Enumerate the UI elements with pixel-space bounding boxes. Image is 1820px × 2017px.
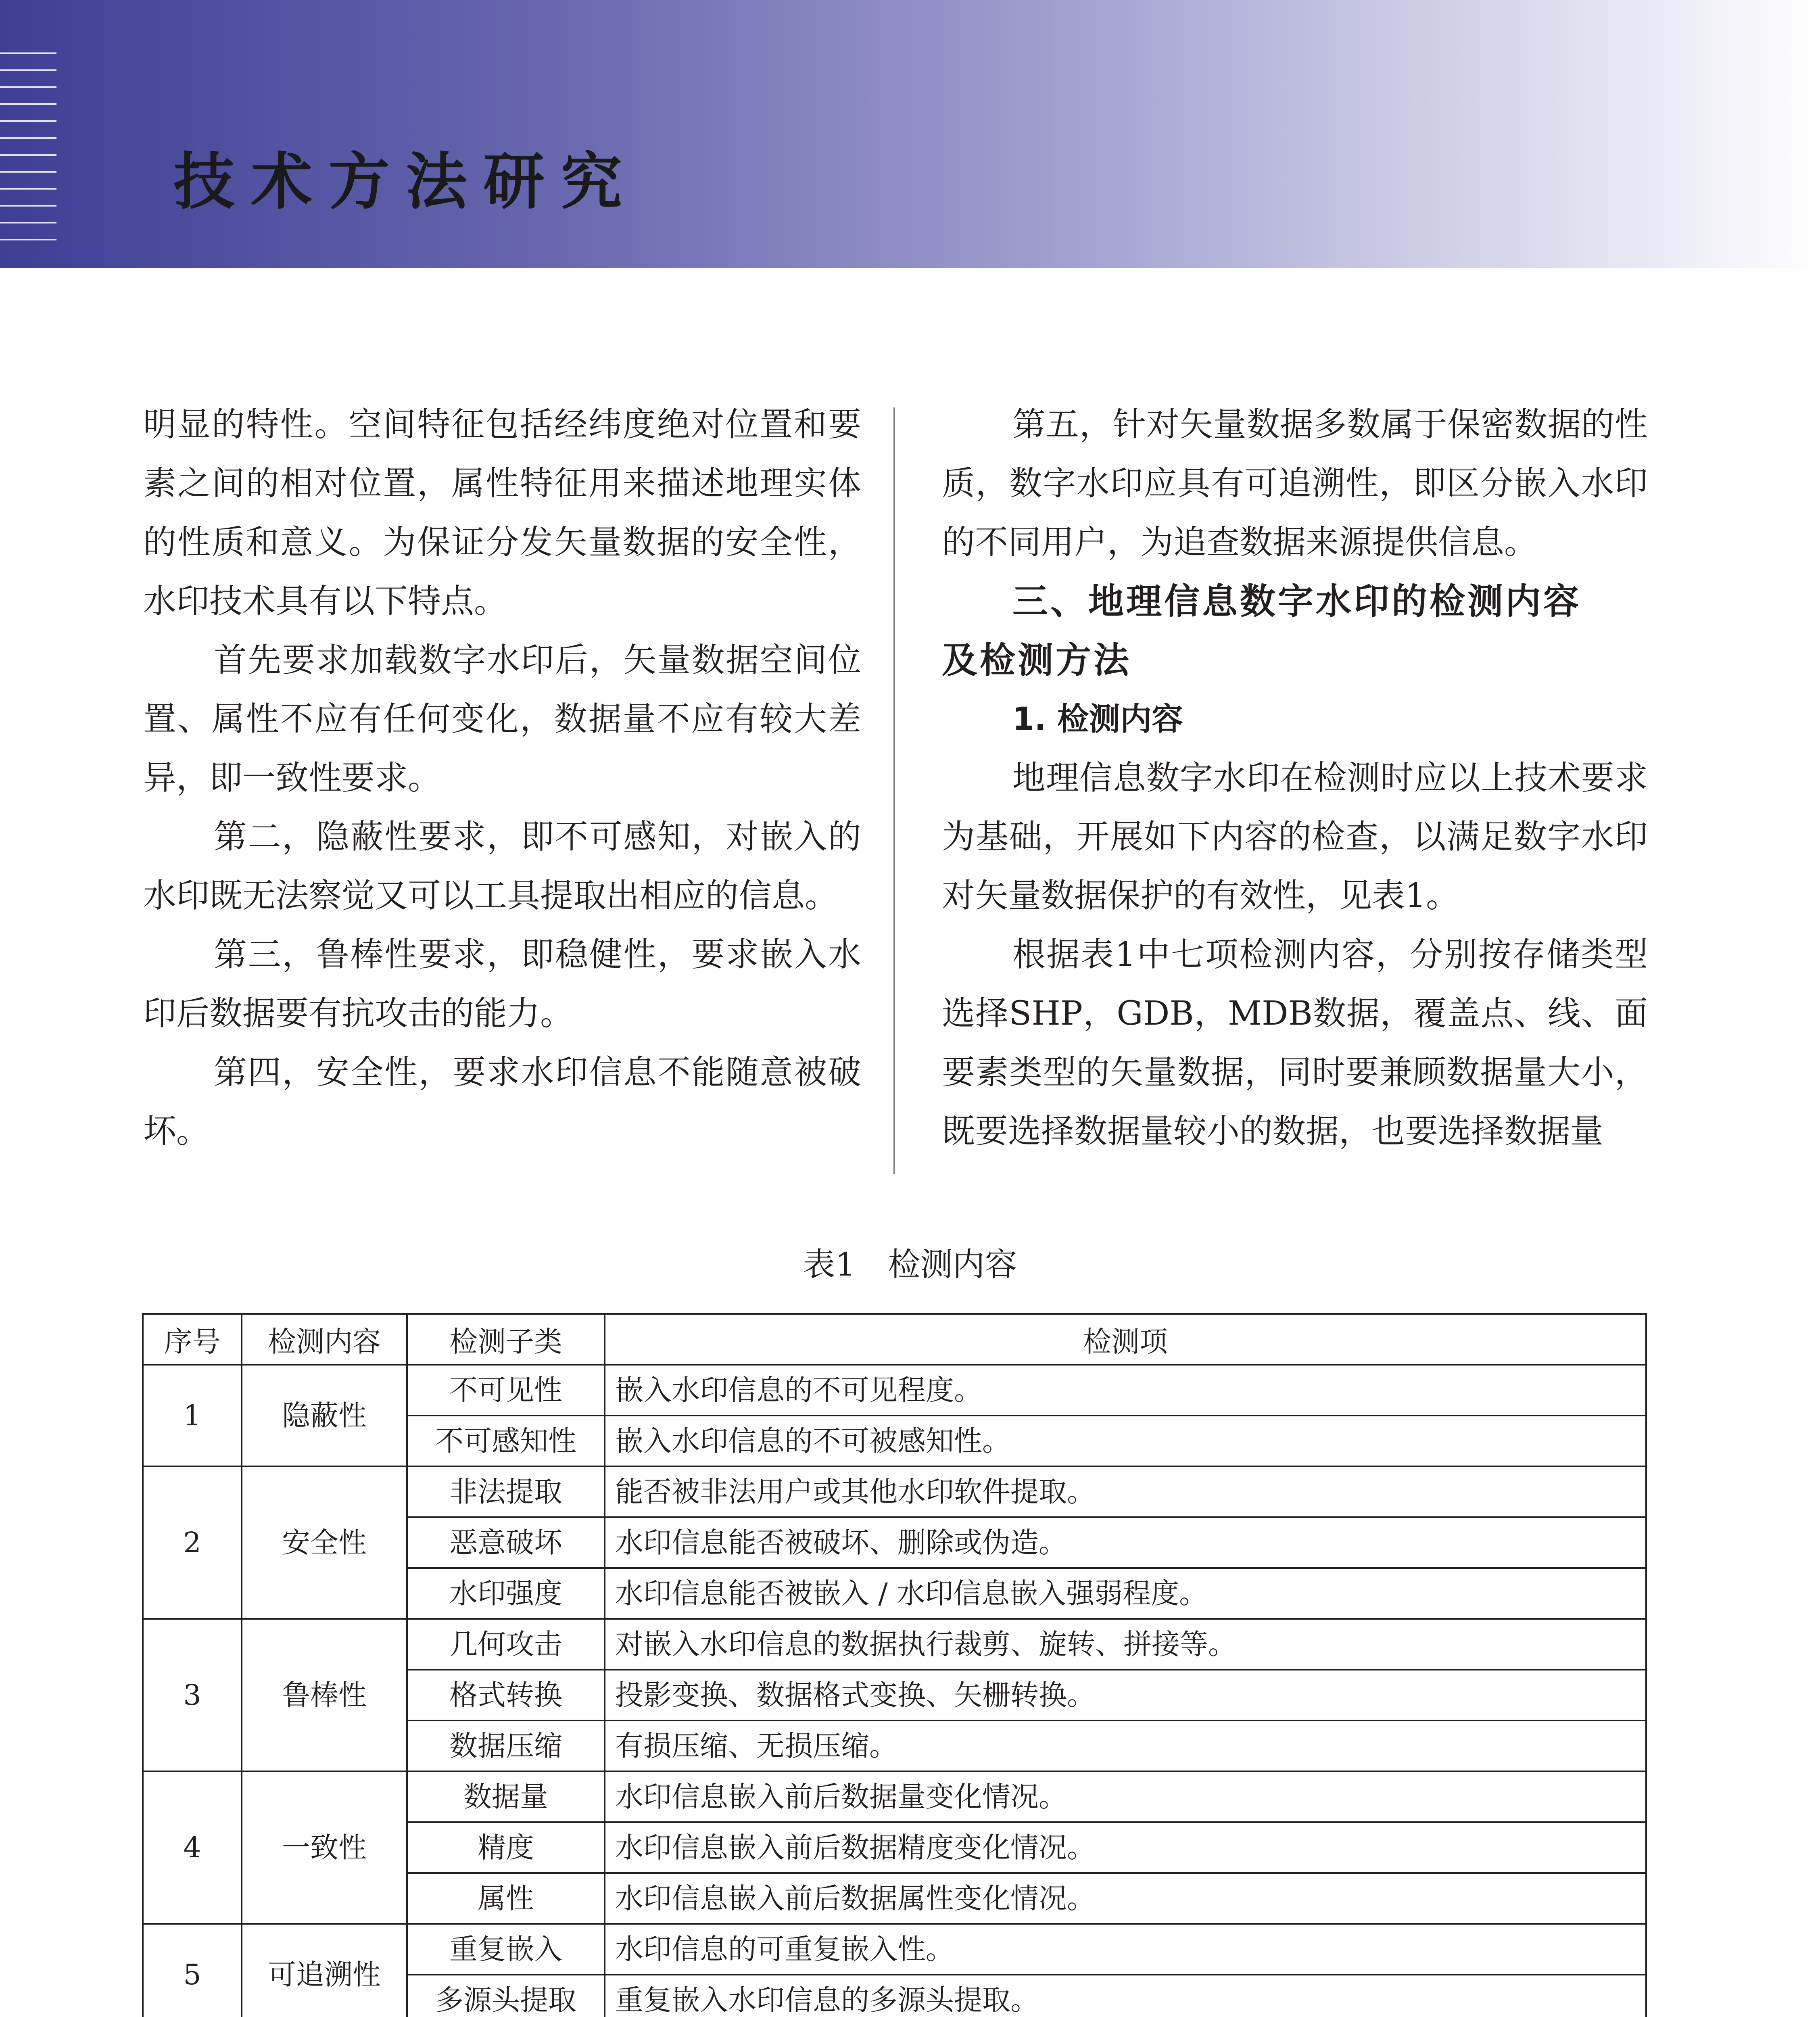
table-caption: 表1 检测内容 bbox=[803, 1246, 1017, 1283]
cell-subcategory: 非法提取 bbox=[407, 1466, 605, 1517]
cell-subcategory: 水印强度 bbox=[407, 1568, 605, 1619]
table-row bbox=[143, 1365, 1646, 1416]
cell-content: 一致性 bbox=[242, 1771, 407, 1924]
table-row bbox=[143, 1466, 1646, 1517]
table-row bbox=[143, 1924, 1646, 1975]
subheading: 1. 检测内容 bbox=[1012, 701, 1183, 737]
right-para-2: 地理信息数字水印在检测时应以上技术要求为基础，开展如下内容的检查，以满足数字水印对矢量数据保护的有效性，见表1。 bbox=[942, 759, 1648, 915]
cell-subcategory: 不可感知性 bbox=[407, 1416, 605, 1466]
cell-subcategory: 数据压缩 bbox=[407, 1721, 605, 1771]
cell-subcategory: 多源头提取 bbox=[407, 1975, 605, 2017]
right-para-3: 根据表1中七项检测内容，分别按存储类型选择SHP，GDB，MDB数据，覆盖点、线、面要素类型的矢量数据，同时要兼顾数据量大小，既要选择数据量较小的数据，也要选择数据量 bbox=[942, 935, 1648, 1150]
header-subcategory: 检测子类 bbox=[407, 1314, 605, 1365]
cell-item: 水印信息的可重复嵌入性。 bbox=[605, 1924, 1646, 1975]
header-item: 检测项 bbox=[605, 1314, 1646, 1365]
cell-item: 能否被非法用户或其他水印软件提取。 bbox=[605, 1466, 1646, 1517]
section-heading-line-2: 及检测方法 bbox=[942, 639, 1132, 681]
header-no: 序号 bbox=[143, 1314, 242, 1365]
cell-item: 投影变换、数据格式变换、矢栅转换。 bbox=[605, 1670, 1646, 1721]
table-row bbox=[143, 1619, 1646, 1670]
cell-item: 水印信息嵌入前后数据属性变化情况。 bbox=[605, 1873, 1646, 1924]
left-para-5: 第四，安全性，要求水印信息不能随意被破坏。 bbox=[143, 1053, 861, 1150]
cell-content: 隐蔽性 bbox=[242, 1365, 407, 1466]
section-title: 技术方法研究 bbox=[173, 146, 638, 217]
cell-item: 嵌入水印信息的不可见程度。 bbox=[605, 1365, 1646, 1416]
cell-content: 可追溯性 bbox=[242, 1924, 407, 2017]
cell-no: 3 bbox=[143, 1619, 242, 1771]
cell-content: 鲁棒性 bbox=[242, 1619, 407, 1771]
right-para-1: 第五，针对矢量数据多数属于保密数据的性质，数字水印应具有可追溯性，即区分嵌入水印的不同用户，为追查数据来源提供信息。 bbox=[942, 405, 1648, 562]
column-divider bbox=[893, 407, 895, 1174]
page-header-banner bbox=[0, 0, 1820, 268]
cell-item: 水印信息能否被嵌入 / 水印信息嵌入强弱程度。 bbox=[605, 1568, 1646, 1619]
detection-table bbox=[142, 1313, 1647, 2017]
left-column bbox=[143, 395, 861, 1161]
cell-item: 水印信息嵌入前后数据量变化情况。 bbox=[605, 1771, 1646, 1822]
table-row bbox=[143, 1771, 1646, 1822]
table-header-row bbox=[143, 1314, 1646, 1365]
cell-item: 对嵌入水印信息的数据执行裁剪、旋转、拼接等。 bbox=[605, 1619, 1646, 1670]
section-heading-line-1: 三、地理信息数字水印的检测内容 bbox=[1012, 580, 1582, 622]
cell-item: 有损压缩、无损压缩。 bbox=[605, 1721, 1646, 1771]
cell-item: 水印信息能否被破坏、删除或伪造。 bbox=[605, 1517, 1646, 1568]
cell-item: 重复嵌入水印信息的多源头提取。 bbox=[605, 1975, 1646, 2017]
left-para-3: 第二，隐蔽性要求，即不可感知，对嵌入的水印既无法察觉又可以工具提取出相应的信息。 bbox=[143, 818, 861, 915]
cell-subcategory: 数据量 bbox=[407, 1771, 605, 1822]
cell-item: 嵌入水印信息的不可被感知性。 bbox=[605, 1416, 1646, 1466]
cell-no: 5 bbox=[143, 1924, 242, 2017]
cell-subcategory: 恶意破坏 bbox=[407, 1517, 605, 1568]
left-para-2: 首先要求加载数字水印后，矢量数据空间位置、属性不应有任何变化，数据量不应有较大差异，即一致性要求。 bbox=[143, 641, 861, 797]
cell-subcategory: 重复嵌入 bbox=[407, 1924, 605, 1975]
cell-subcategory: 不可见性 bbox=[407, 1365, 605, 1416]
cell-subcategory: 属性 bbox=[407, 1873, 605, 1924]
cell-no: 1 bbox=[143, 1365, 242, 1466]
right-column bbox=[942, 395, 1648, 1161]
cell-subcategory: 几何攻击 bbox=[407, 1619, 605, 1670]
left-para-4: 第三，鲁棒性要求，即稳健性，要求嵌入水印后数据要有抗攻击的能力。 bbox=[143, 935, 861, 1033]
left-para-1: 明显的特性。空间特征包括经纬度绝对位置和要素之间的相对位置，属性特征用来描述地理实体的性质和意义。为保证分发矢量数据的安全性，水印技术具有以下特点。 bbox=[143, 405, 861, 620]
cell-no: 4 bbox=[143, 1771, 242, 1924]
cell-subcategory: 格式转换 bbox=[407, 1670, 605, 1721]
cell-item: 水印信息嵌入前后数据精度变化情况。 bbox=[605, 1822, 1646, 1873]
header-content: 检测内容 bbox=[242, 1314, 407, 1365]
cell-no: 2 bbox=[143, 1466, 242, 1619]
cell-subcategory: 精度 bbox=[407, 1822, 605, 1873]
cell-content: 安全性 bbox=[242, 1466, 407, 1619]
header-decor-lines bbox=[0, 52, 56, 258]
